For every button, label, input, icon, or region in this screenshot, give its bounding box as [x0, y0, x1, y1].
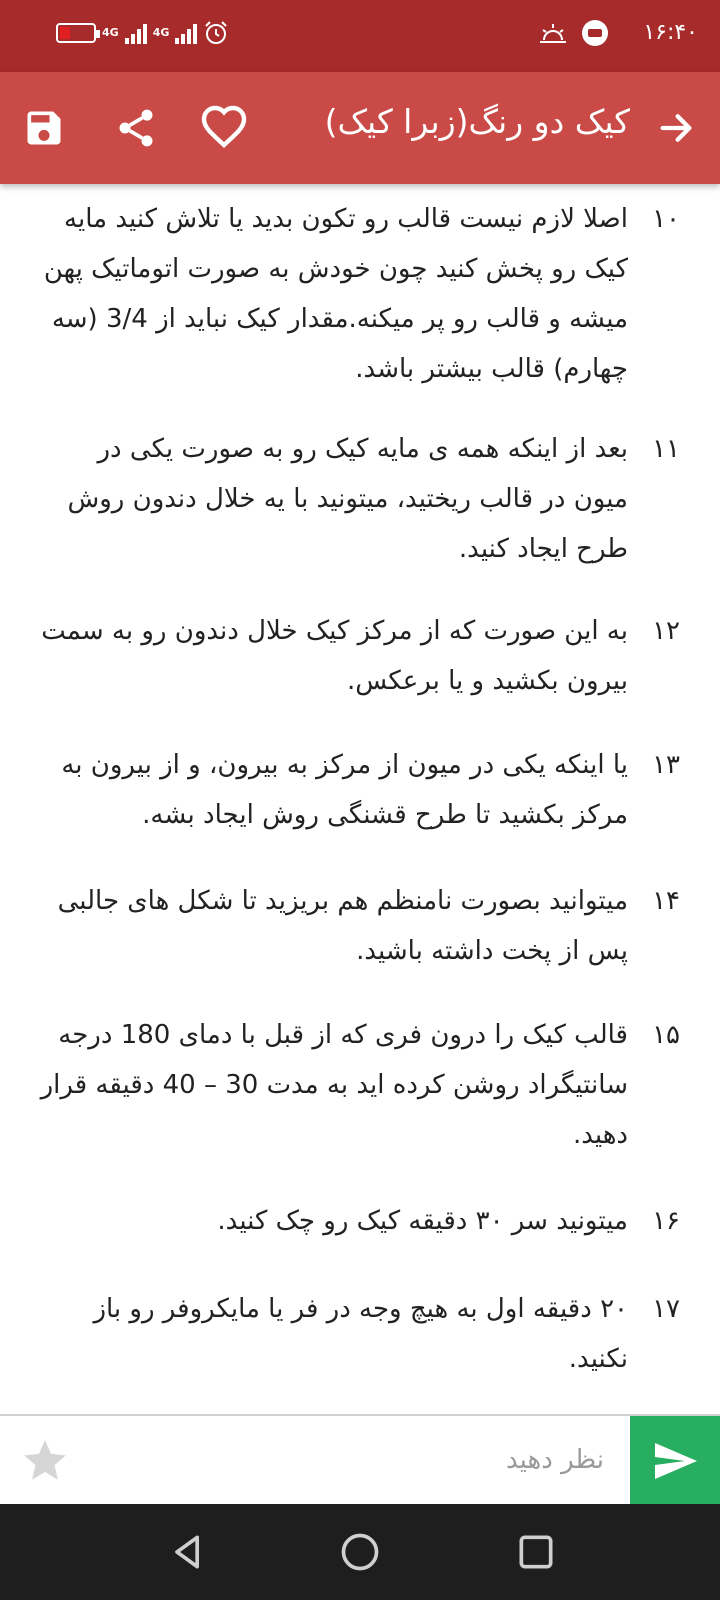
step-number: ۱۷ — [652, 1294, 680, 1324]
status-right-icons — [538, 18, 610, 48]
favorite-button[interactable] — [196, 100, 252, 156]
step-number: ۱۵ — [652, 1020, 680, 1050]
step-text: به این صورت که از مرکز کیک خلال دندون رو به سمت بیرون بکشید و یا برعکس. — [41, 616, 628, 696]
step-number: ۱۳ — [652, 750, 680, 780]
battery-icon — [56, 23, 96, 43]
step-number: ۱۴ — [652, 886, 680, 916]
nav-home-icon[interactable] — [338, 1530, 382, 1574]
signal-strength-icon — [125, 22, 147, 44]
status-bar — [0, 0, 720, 72]
step-number: ۱۱ — [652, 434, 680, 464]
step-number: ۱۲ — [652, 616, 680, 646]
step-text: میتوانید بصورت نامنظم هم بریزید تا شکل های جالبی پس از پخت داشته باشید. — [57, 886, 628, 966]
step-text: یا اینکه یکی در میون از مرکز به بیرون، و از بیرون به مرکز بکشید تا طرح قشنگی روش ایجاد بشه. — [61, 750, 628, 830]
network-type-icon: 4G — [102, 26, 119, 39]
nav-recents-icon[interactable] — [514, 1530, 558, 1574]
network-type-icon-2: 4G — [152, 26, 170, 39]
step-number: ۱۶ — [652, 1206, 680, 1236]
share-button[interactable] — [108, 100, 164, 156]
page-title: کیک دو رنگ(زبرا کیک) — [324, 102, 630, 141]
step-text: ۲۰ دقیقه اول به هیچ وجه در فر یا مایکروفر رو باز نکنید. — [93, 1294, 628, 1374]
save-button[interactable] — [16, 100, 72, 156]
step-text: میتونید سر ۳۰ دقیقه کیک رو چک کنید. — [217, 1206, 628, 1236]
recipe-steps-list[interactable] — [0, 184, 720, 1414]
save-icon — [22, 106, 66, 150]
rate-star-icon[interactable] — [20, 1436, 70, 1486]
send-button[interactable] — [630, 1416, 720, 1506]
back-button[interactable] — [648, 100, 704, 156]
comment-bar — [0, 1414, 720, 1504]
step-number: ۱۰ — [652, 204, 680, 234]
status-left-icons — [56, 20, 229, 46]
status-time: ۱۶:۴۰ — [643, 20, 698, 45]
step-text: اصلا لازم نیست قالب رو تکون بدید یا تلاش کنید مایه کیک رو پخش کنید چون خودش به صورت اتوماتیک پهن میشه و قالب رو پر میکنه.مقدار کیک نباید از 3/4 (سه چهارم) قالب بیشتر باشد. — [43, 204, 628, 384]
send-icon — [651, 1437, 699, 1485]
signal-strength-icon-2 — [175, 22, 197, 44]
nav-back-icon[interactable] — [166, 1530, 210, 1574]
alarm-icon — [203, 20, 229, 46]
back-arrow-icon — [656, 108, 696, 148]
app-notification-icon — [580, 18, 610, 48]
system-nav-bar — [0, 1504, 720, 1600]
sunrise-icon — [538, 22, 568, 44]
step-text: بعد از اینکه همه ی مایه کیک رو به صورت یکی در میون در قالب ریختید، میتونید با یه خلال دندون روش طرح ایجاد کنید. — [67, 434, 628, 564]
heart-icon — [200, 104, 248, 152]
share-icon — [114, 106, 158, 150]
step-text: قالب کیک را درون فری که از قبل با دمای 180 درجه سانتیگراد روشن کرده اید به مدت 30 – 40 دقیقه قرار دهید. — [40, 1020, 628, 1150]
app-bar — [0, 72, 720, 184]
comment-input[interactable] — [90, 1430, 610, 1490]
